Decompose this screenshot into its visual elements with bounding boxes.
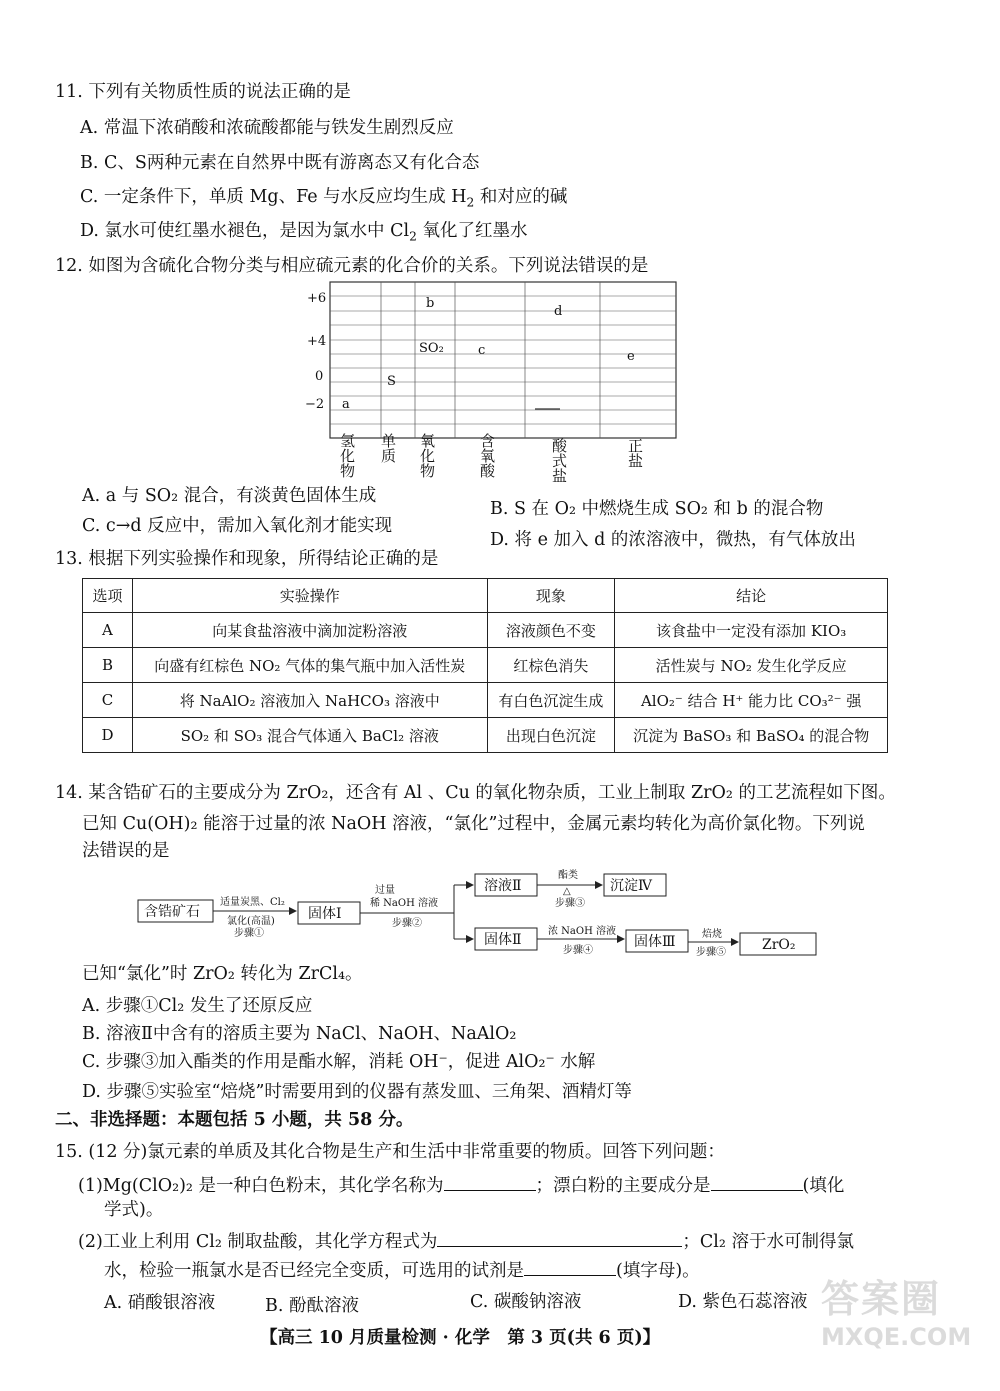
- x-label-oxide: 氧化物: [418, 433, 436, 478]
- q14-line1: 14. 某含锆矿石的主要成分为 ZrO₂，还含有 Al 、Cu 的氧化物杂质，工业上制取 ZrO₂ 的工艺流程如下图。: [55, 783, 896, 803]
- q11-option-b: B. C、S两种元素在自然界中既有游离态又有化合态: [80, 153, 480, 173]
- svg-text:氯化(高温): 氯化(高温): [227, 916, 275, 927]
- point-c: c: [478, 343, 486, 358]
- q15-stem: 15. (12 分)氯元素的单质及其化合物是生产和生活中非常重要的物质。回答下列问题：: [55, 1142, 725, 1162]
- table-row: B 向盛有红棕色 NO₂ 气体的集气瓶中加入活性炭 红棕色消失 活性炭与 NO₂ 发生化学反应: [83, 648, 888, 683]
- table-row: C 将 NaAlO₂ 溶液加入 NaHCO₃ 溶液中 有白色沉淀生成 AlO₂⁻ 结合 H⁺ 能力比 CO₃²⁻ 强: [83, 683, 888, 718]
- table-header-row: [83, 579, 888, 613]
- section-heading: 二、非选择题：本题包括 5 小题，共 58 分。: [55, 1110, 414, 1130]
- q11-option-d: D. 氯水可使红墨水褪色，是因为氯水中 $Cl_2$ 氧化了红墨水: [80, 221, 528, 244]
- point-d: d: [554, 304, 563, 319]
- q15-part1: (1)Mg(ClO₂)₂ 是一种白色粉末，其化学名称为 ；漂白粉的主要成分是 (填化: [78, 1172, 844, 1198]
- answer-blank: [437, 1228, 682, 1247]
- q14-option-b: B. 溶液Ⅱ中含有的溶质主要为 NaCl、NaOH、NaAlO₂: [82, 1024, 517, 1044]
- header-operation: 实验操作: [132, 579, 487, 613]
- page-footer: 【高三 10 月质量检测 · 化学 第 3 页(共 6 页)】: [260, 1328, 661, 1348]
- q15-part2-cont: 水，检验一瓶氯水是否已经完全变质，可选用的试剂是 (填字母)。: [104, 1257, 700, 1283]
- answer-blank: [711, 1172, 803, 1191]
- svg-text:焙烧: 焙烧: [702, 929, 722, 940]
- svg-text:步骤①: 步骤①: [234, 928, 264, 939]
- q12-option-d: D. 将 e 加入 d 的浓溶液中，微热，有气体放出: [490, 530, 856, 550]
- svg-text:过量: 过量: [375, 885, 395, 896]
- q14-known: 已知“氯化”时 ZrO₂ 转化为 ZrCl₄。: [82, 964, 363, 984]
- svg-text:固体Ⅱ: 固体Ⅱ: [484, 932, 522, 948]
- answer-blank: [524, 1257, 616, 1276]
- chart-frame: [330, 282, 676, 438]
- svg-text:固体Ⅰ: 固体Ⅰ: [308, 906, 342, 922]
- q15-part2: (2)工业上利用 Cl₂ 制取盐酸，其化学方程式为 ；Cl₂ 溶于水可制得氯: [78, 1228, 854, 1254]
- point-so2: SO₂: [419, 341, 444, 356]
- x-label-hydride: 氢化物: [338, 433, 356, 478]
- y-tick: +4: [307, 334, 327, 349]
- q15-opt-b: B. 酚酞溶液: [265, 1296, 359, 1316]
- answer-blank: [444, 1172, 536, 1191]
- svg-text:步骤④: 步骤④: [563, 945, 593, 956]
- header-option: 选项: [83, 579, 133, 613]
- svg-text:△: △: [563, 886, 571, 897]
- x-label-element: 单质: [379, 433, 397, 463]
- point-a: a: [342, 397, 350, 412]
- svg-text:酯类: 酯类: [558, 870, 578, 881]
- svg-text:适量炭黑、Cl₂: 适量炭黑、Cl₂: [220, 897, 285, 908]
- q12-option-b: B. S 在 O₂ 中燃烧生成 SO₂ 和 b 的混合物: [490, 499, 824, 519]
- q15-opt-c: C. 碳酸钠溶液: [470, 1292, 582, 1312]
- x-label-normal-salt: 正盐: [626, 438, 644, 468]
- q15-opt-d: D. 紫色石蕊溶液: [678, 1292, 808, 1312]
- q12-option-c: C. c→d 反应中，需加入氧化剂才能实现: [82, 516, 393, 536]
- svg-text:步骤⑤: 步骤⑤: [696, 947, 726, 958]
- x-label-acid-salt: 酸式盐: [550, 438, 568, 483]
- svg-text:步骤③: 步骤③: [555, 898, 585, 909]
- svg-text:步骤②: 步骤②: [392, 918, 422, 929]
- q14-option-d: D. 步骤⑤实验室“焙烧”时需要用到的仪器有蒸发皿、三角架、酒精灯等: [82, 1082, 632, 1102]
- table-row: A 向某食盐溶液中滴加淀粉溶液 溶液颜色不变 该食盐中一定没有添加 KIO₃: [83, 613, 888, 648]
- q13-stem: 13. 根据下列实验操作和现象，所得结论正确的是: [55, 549, 439, 569]
- svg-text:ZrO₂: ZrO₂: [762, 937, 796, 953]
- q14-option-c: C. 步骤③加入酯类的作用是酯水解，消耗 OH⁻，促进 AlO₂⁻ 水解: [82, 1052, 596, 1072]
- q11-option-a: A. 常温下浓硝酸和浓硫酸都能与铁发生剧烈反应: [80, 118, 454, 138]
- q11-option-c: C. 一定条件下，单质 Mg、Fe 与水反应均生成 $H_2$ 和对应的碱: [80, 187, 568, 210]
- svg-text:沉淀Ⅳ: 沉淀Ⅳ: [610, 878, 652, 894]
- svg-text:溶液Ⅱ: 溶液Ⅱ: [484, 878, 522, 894]
- table-row: D SO₂ 和 SO₃ 混合气体通入 BaCl₂ 溶液 出现白色沉淀 沉淀为 BaSO₃ 和 BaSO₄ 的混合物: [83, 718, 888, 753]
- svg-text:固体Ⅲ: 固体Ⅲ: [634, 934, 676, 950]
- point-e: e: [627, 349, 635, 364]
- q11-stem: 11. 下列有关物质性质的说法正确的是: [55, 82, 351, 102]
- x-label-oxyacid: 含氧酸: [478, 433, 496, 478]
- header-conclusion: 结论: [615, 579, 888, 613]
- q12-option-a: A. a 与 SO₂ 混合，有淡黄色固体生成: [82, 486, 377, 506]
- y-tick: +6: [307, 291, 327, 306]
- q14-line3: 法错误的是: [82, 841, 170, 861]
- q15-part1-cont: 学式)。: [104, 1200, 164, 1220]
- watermark-logo: 答案圈 MXQE.COM: [821, 1277, 972, 1351]
- svg-text:浓 NaOH 溶液: 浓 NaOH 溶液: [548, 926, 616, 937]
- point-s: S: [387, 374, 396, 389]
- q14-option-a: A. 步骤①Cl₂ 发生了还原反应: [82, 996, 313, 1016]
- process-flow-diagram: [130, 862, 830, 962]
- y-tick: 0: [315, 369, 324, 384]
- experiment-table: [82, 578, 888, 753]
- point-b: b: [426, 296, 435, 311]
- svg-text:稀 NaOH 溶液: 稀 NaOH 溶液: [370, 898, 438, 909]
- y-tick: −2: [305, 397, 325, 412]
- header-phenomenon: 现象: [487, 579, 615, 613]
- svg-text:含锆矿石: 含锆矿石: [144, 904, 200, 920]
- q12-stem: 12. 如图为含硫化合物分类与相应硫元素的化合价的关系。下列说法错误的是: [55, 256, 649, 276]
- q15-opt-a: A. 硝酸银溶液: [104, 1293, 216, 1313]
- chart-gridlines: [330, 296, 676, 424]
- q14-line2: 已知 Cu(OH)₂ 能溶于过量的浓 NaOH 溶液，“氯化”过程中，金属元素均转化为高价氯化物。下列说: [82, 814, 865, 834]
